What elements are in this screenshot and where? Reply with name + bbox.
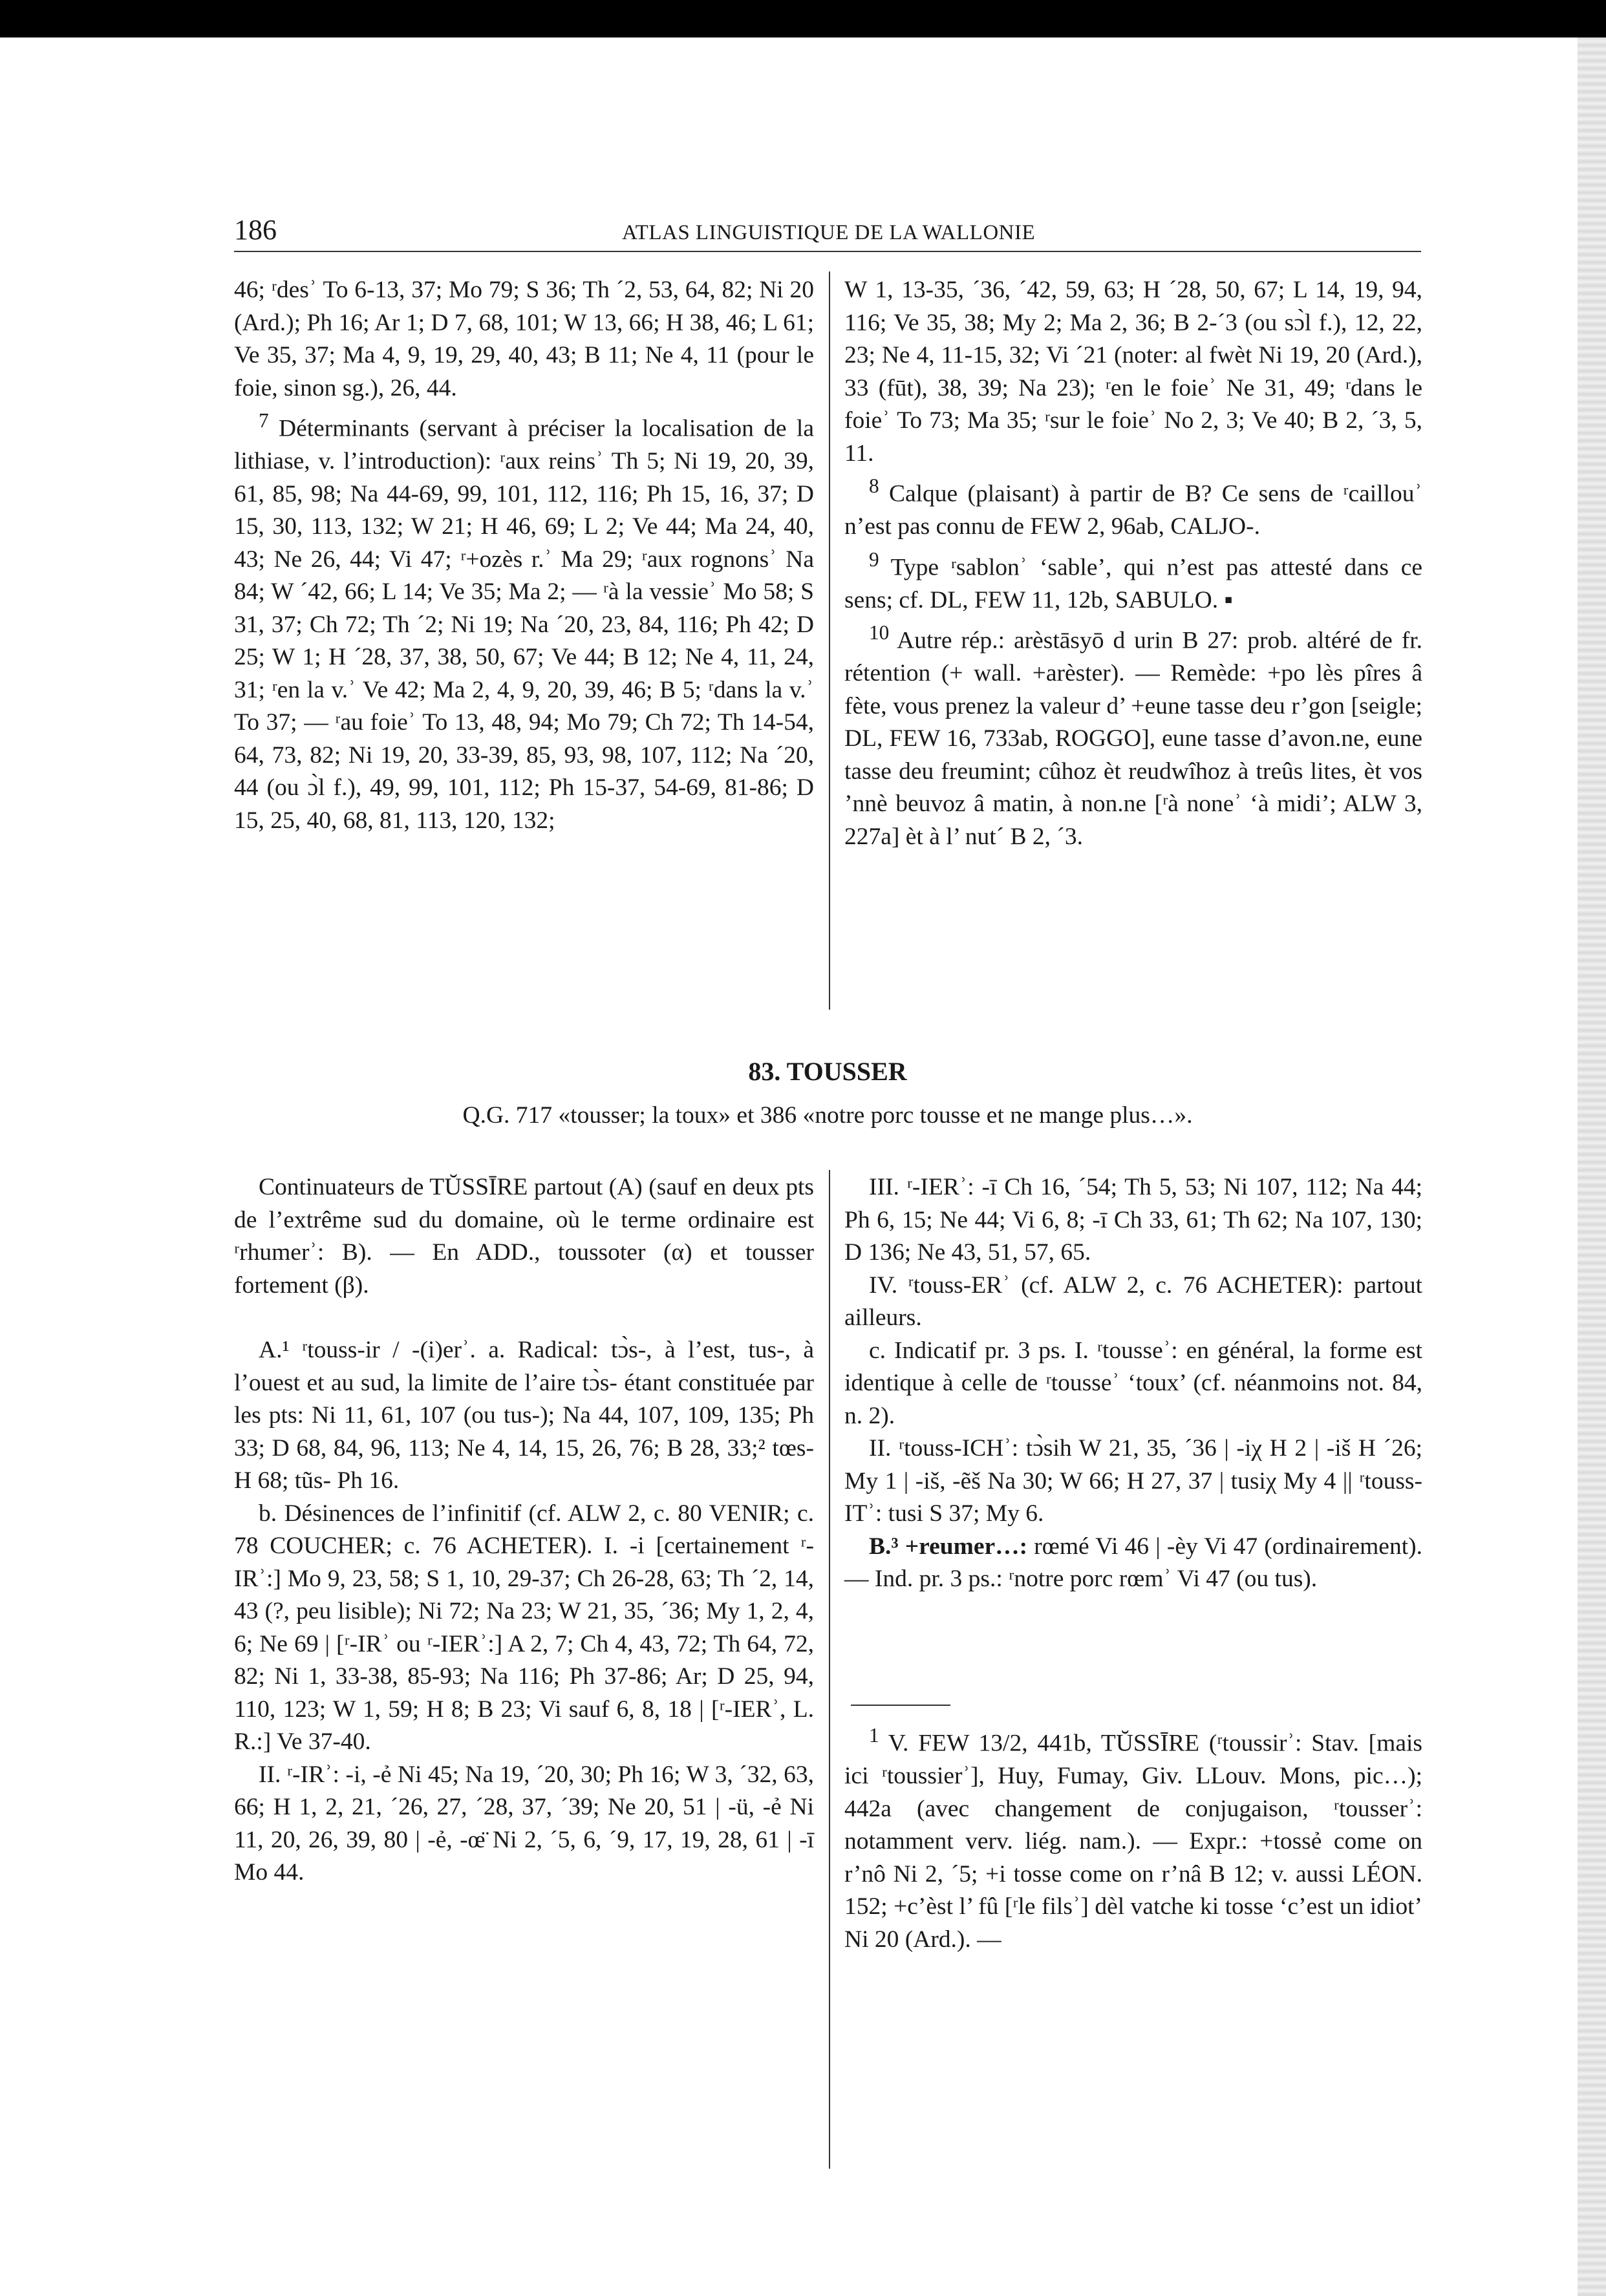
header-rule: [234, 251, 1421, 252]
running-title: ATLAS LINGUISTIQUE DE LA WALLONIE: [622, 221, 1036, 244]
section-b-heading: B.³ +reumer…:: [869, 1533, 1028, 1560]
column-divider-upper: [829, 271, 830, 1010]
section-iv: IV. ʳtouss-ERʾ (cf. ALW 2, c. 76 ACHETER): partout ailleurs.: [844, 1271, 1422, 1331]
footnote-9-mark: 9: [869, 547, 879, 571]
footnote-1-paragraph: [844, 1719, 1422, 1956]
footnote-10: [844, 617, 1422, 853]
note-continuation: 46; ʳdesʾ To 6-13, 37; Mo 79; S 36; Th ´2, 53, 64, 82; Ni 20 (Ard.); Ph 16; Ar 1; D 7, 68, 101; W 13, 66; H 38, 46; L 61; Ve 35, 37; Ma 4, 9, 19, 29, 40, 43; B 11; Ne 4, 11 (pour le foie, sinon sg.), 26, 44.: [234, 277, 814, 401]
footnote-8-text: Calque (plaisant) à partir de B? Ce sens de ʳcaillouʾ n’est pas connu de FEW 2, 96ab, CALJO-.: [844, 480, 1422, 540]
section-a-heading: A.¹ ʳtouss-ir / -(i)erʾ. a. Radical:: [259, 1337, 599, 1363]
footnote-9-text: Type ʳsablonʾ ‘sable’, qui n’est pas attesté dans ce sens; cf. DL, FEW 11, 12b, SABULO. ▪: [844, 554, 1422, 613]
footnote-1: [844, 1719, 1422, 2172]
lower-left-column: [234, 1171, 814, 2167]
entry-title: 83. TOUSSER: [748, 1057, 907, 1086]
scan-top-border: [0, 0, 1606, 37]
section-c: c. Indicatif pr. 3 ps. I. ʳtousseʾ: en général, la forme est identique à celle de ʳtousseʾ ‘toux’ (cf. néanmoins not. 84, n. 2).: [844, 1337, 1422, 1429]
section-iii: III. ʳ-IERʾ: -ī Ch 16, ´54; Th 5, 53; Ni 107, 112; Na 44; Ph 6, 15; Ne 44; Vi 6, 8; -ī Ch 33, 61; Th 62; Na 107, 130; D 136; Ne 43, 51, 57, 65.: [844, 1174, 1422, 1266]
footnote-7-text: Déterminants (servant à préciser la localisation de la lithiase, v. l’introduction): ʳaux reinsʾ Th 5; Ni 19, 20, 39, 61, 85, 98; Na 44-69, 99, 101, 112, 116; Ph 15, 16, 37; D 15, 30, 113, 132; W 21; H 46, 69; L 2; Ve 44; Ma 24, 40, 43; Ne 26, 44; Vi 47; ʳ+ozès r.ʾ Ma 29; ʳaux rognonsʾ Na 84; W ´42, 66; L 14; Ve 35; Ma 2; — ʳà la vessieʾ Mo 58; S 31, 37; Ch 72; Th ´2; Ni 19; Na ´20, 23, 84, 116; Ph 42; D 25; W 1; H ´28, 37, 38, 50, 67; Ve 44; B 12; Ne 4, 11, 24, 31; ʳen la v.ʾ Ve 42; Ma 2, 4, 9, 20, 39, 46; B 5; ʳdans la v.ʾ To 37; — ʳau foieʾ To 13, 48, 94; Mo 79; Ch 72; Th 14-54, 64, 73, 82; Ni 19, 20, 33-39, 85, 93, 98, 107, 112; Na ´20, 44 (ou ɔ̀l f.), 49, 99, 101, 112; Ph 15-37, 54-69, 81-86; D 15, 25, 40, 68, 81, 113, 120, 132;: [234, 415, 814, 834]
entry-questionnaire-line: Q.G. 717 «tousser; la toux» et 386 «notre porc tousse et ne mange plus…».: [462, 1102, 1193, 1129]
footnote-9: [844, 544, 1422, 617]
footnote-1-mark: 1: [869, 1724, 879, 1747]
upper-left-column: [234, 274, 814, 1011]
lower-right-column: [844, 1171, 1422, 1721]
intro-paragraph: Continuateurs de TŬSSĪRE partout (A) (sauf en deux pts de l’extrême sud du domaine, où le terme ordinaire est ʳrhumerʾ: B). — En ADD., toussoter (α) et tousser fortement (β).: [234, 1174, 814, 1299]
section-ii: II. ʳ-IRʾ: -i, -ẻ Ni 45; Na 19, ´20, 30; Ph 16; W 3, ´32, 63, 66; H 1, 2, 21, ´26, 27, ´28, 37, ´39; Ne 20, 51 | -ü, -ẻ Ni 11, 20, 26, 39, 80 | -ẻ, -œ̈ Ni 2, ´5, 6, ´9, 17, 19, 28, 61 | -ī Mo 44.: [234, 1761, 814, 1886]
section-c-ii: II. ʳtouss-ICHʾ: tɔ̀sih W 21, 35, ´36 | -iχ H 2 | -iš H ´26; My 1 | -iš, -ẽš Na 30; W 66; H 27, 37 | tusiχ My 4 || ʳtouss-ITʾ: tusi S 37; My 6.: [844, 1435, 1422, 1527]
footnote-8-mark: 8: [869, 474, 879, 497]
note-continuation-right: W 1, 13-35, ´36, ´42, 59, 63; H ´28, 50, 67; L 14, 19, 94, 116; Ve 35, 38; My 2; Ma 2, 36; B 2-´3 (ou sɔ̀l f.), 12, 22, 23; Ne 4, 11-15, 32; Vi ´21 (noter: al fwèt Ni 19, 20 (Ard.), 33 (fūt), 38, 39; Na 23); ʳen le foieʾ Ne 31, 49; ʳdans le foieʾ To 73; Ma 35; ʳsur le foieʾ No 2, 3; Ve 40; B 2, ´3, 5, 11.: [844, 277, 1422, 467]
section-b-endings: b. Désinences de l’infinitif (cf. ALW 2, c. 80 VENIR; c. 78 COUCHER; c. 76 ACHETER). I. -i [certainement ʳ-IRʾ:] Mo 9, 23, 58; S 1, 10, 29-37; Ch 26-28, 63; Th ´2, 14, 43 (?, peu lisible); Ni 72; Na 23; W 21, 35, ´36; My 1, 2, 4, 6; Ne 69 | [ʳ-IRʾ ou ʳ-IERʾ:] A 2, 7; Ch 4, 43, 72; Th 64, 72, 82; Ni 1, 33-38, 85-93; Na 116; Ph 37-86; Ar; D 25, 94, 110, 123; W 1, 59; H 8; B 23; Vi sauf 6, 8, 18 | [ʳ-IERʾ, L. R.:] Ve 37-40.: [234, 1500, 814, 1755]
section-a-text: tɔ̀s-, à l’est, tus-, à l’ouest et au sud, la limite de l’aire tɔ̀s- étant constituée par les pts: Ni 11, 61, 107 (ou tus-); Na 44, 107, 109, 135; Ph 33; D 68, 84, 96, 113; Ne 4, 14, 15, 26, 76; B 28, 33;² tœs- H 68; tũs- Ph 16.: [234, 1337, 815, 1494]
footnote-8: [844, 470, 1422, 544]
column-divider-lower: [829, 1170, 830, 2169]
footnote-1-text: V. FEW 13/2, 441b, TŬSSĪRE (ʳtoussirʾ: Stav. [mais ici ʳtoussierʾ], Huy, Fumay, Giv. LLouv. Mons, pic…); 442a (avec changement de conjugaison, ʳtousserʾ: notamment verv. liég. nam.). — Expr.: +tossẻ come on r’nô Ni 2, ´5; +i tosse come on r’nâ B 12; v. aussi LÉON. 152; +c’èst l’ fû [ʳle filsʾ] dèl vatche ki tosse ‘c’est un idiot’ Ni 20 (Ard.). —: [844, 1730, 1422, 1953]
section-a: [234, 1334, 814, 1498]
footnote-rule: [851, 1705, 950, 1706]
footnote-10-text: Autre rép.: arèstāsyō d urin B 27: prob. altéré de fr. rétention (+ wall. +arèster). — Remède: +po lès pîres â fète, vous prenez la valeur d’ +eune tasse deu r’gon [seigle; DL, FEW 16, 733ab, ROGGO], eune tasse d’avon.ne, eune tasse deu freumint; cûhoz èt reudwîhoz à treûs lites, èt vos ’nnè beuvoz â matin, à non.ne [ʳà noneʾ ‘à midi’; ALW 3, 227a] èt à l’ nut´ B 2, ´3.: [844, 627, 1423, 850]
section-b-text: rœmé Vi 46 | -èy Vi 47 (ordinairement). — Ind. pr. 3 ps.: ʳnotre porc rœmʾ Vi 47 (ou tus).: [844, 1533, 1422, 1592]
footnote-7-mark: 7: [259, 409, 269, 432]
footnote-7: [234, 405, 814, 837]
scan-right-edge: [1578, 37, 1606, 2296]
footnote-10-mark: 10: [869, 621, 890, 644]
section-b: [844, 1531, 1422, 1596]
page-number: 186: [234, 214, 277, 246]
upper-right-column: [844, 274, 1422, 1011]
